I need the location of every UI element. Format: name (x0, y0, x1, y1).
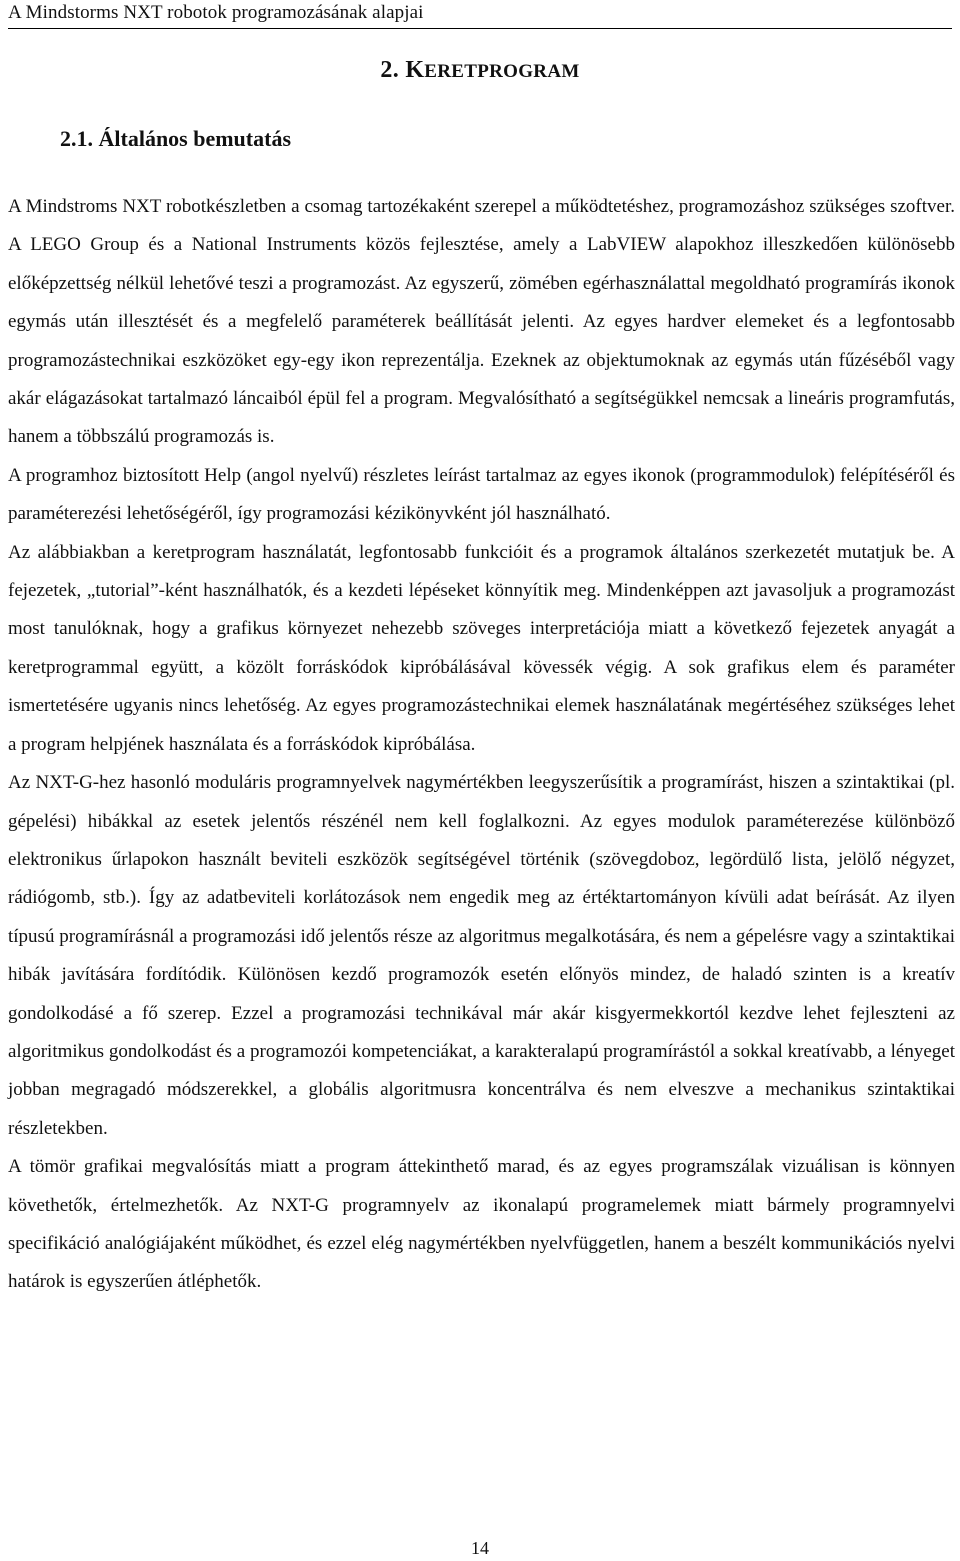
chapter-title (0, 54, 960, 88)
running-header-title: A Mindstorms NXT robotok programozásának alapjai (8, 2, 424, 23)
chapter-title-initial: K (405, 57, 425, 83)
body-text (8, 188, 955, 1302)
paragraph: A tömör grafikai megvalósítás miatt a program áttekinthető marad, és az egyes programszálak vizuálisan is könnyen követhetők, értelmezhetők. Az NXT-G programnyelv az ikonalapú programelemek miatt bármely programnyelvi specifikáció analógiájaként működhet, és ezzel elég nagymértékben nyelvfüggetlen, hanem a beszélt kommunikációs nyelvi határok is egyszerűen átléphetők. (8, 1156, 955, 1293)
paragraph: Az alábbiakban a keretprogram használatát, legfontosabb funkcióit és a programok általános szerkezetét mutatjuk be. A fejezetek, „tutorial”-ként használhatók, és a kezdeti lépéseket könnyítik meg. Mindenképpen azt javasoljuk a programozást most tanulóknak, hogy a grafikus környezet nehezebb szöveges interpretációja miatt a következő fejezetek anyagát a keretprogrammal együtt, a közölt forráskódok kipróbálásával kövessék végig. A sok grafikus elem és paraméter ismertetésére ugyanis nincs lehetőség. Az egyes programozástechnikai elemek használatának megértéséhez szükséges lehet a program helpjének használata és a forráskódok kipróbálása. (8, 541, 955, 755)
page-number: 14 (471, 1538, 489, 1558)
section-title: 2.1. Általános bemutatás (60, 126, 292, 151)
running-header (8, 0, 952, 29)
paragraph: Az NXT-G-hez hasonló moduláris programnyelvek nagymértékben leegyszerűsítik a programírást, hiszen a szintaktikai (pl. gépelési) hibákkal az esetek jelentős részénél nem kell foglalkozni. Az egyes modulok paraméterezése különböző elektronikus űrlapokon használt beviteli eszközök segítségével történik (szövegdoboz, legördülő lista, jelölő négyzet, rádiógomb, stb.). Így az adatbeviteli korlátozások nem engedik meg az értéktartományon kívüli adat beírását. Az ilyen típusú programírásnál a programozási idő jelentős része az algoritmus megalkotására, és nem a gépelésre vagy a szintaktikai hibák javítására fordítódik. Különösen kezdő programozók esetén előnyös mindez, de haladó szinten is a kreatív gondolkodásé a fő szerep. Ezzel a programozási technikával már akár kisgyermekkortól kezdve lehet fejleszteni az algoritmikus gondolkodást és a programozói kompetenciákat, a karakteralapú programírástól a sokkal kreatívabb, a lényeget jobban megragadó módszerekkel, a globális algoritmusra koncentrálva és nem elveszve a mechanikus szintaktikai részletekben. (8, 772, 955, 1139)
chapter-title-rest: ERETPROGRAM (424, 61, 580, 82)
paragraph: A Mindstroms NXT robotkészletben a csomag tartozékaként szerepel a működtetéshez, programozáshoz szükséges szoftver. A LEGO Group és a National Instruments közös fejlesztése, amely a LabVIEW alapokhoz illeszkedően különösebb előképzettség nélkül lehetővé teszi a programozást. Az egyszerű, zömében egérhasználattal megoldható programírás ikonok egymás után illesztését és a megfelelő paraméterek beállítását jelenti. Az egyes hardver elemeket és a legfontosabb programozástechnikai eszközöket egy-egy ikon reprezentálja. Ezeknek az objektumoknak az egymás után fűzéséből vagy akár elágazásokat tartalmazó láncaiból épül fel a program. Megvalósítható a segítségükkel nemcsak a lineáris programfutás, hanem a többszálú programozás is. (8, 196, 955, 448)
chapter-number: 2. (380, 57, 406, 83)
paragraph: A programhoz biztosított Help (angol nyelvű) részletes leírást tartalmaz az egyes ikonok (programmodulok) felépítéséről és paraméterezési lehetőségéről, így programozási kézikönyvként jól használható. (8, 464, 955, 525)
